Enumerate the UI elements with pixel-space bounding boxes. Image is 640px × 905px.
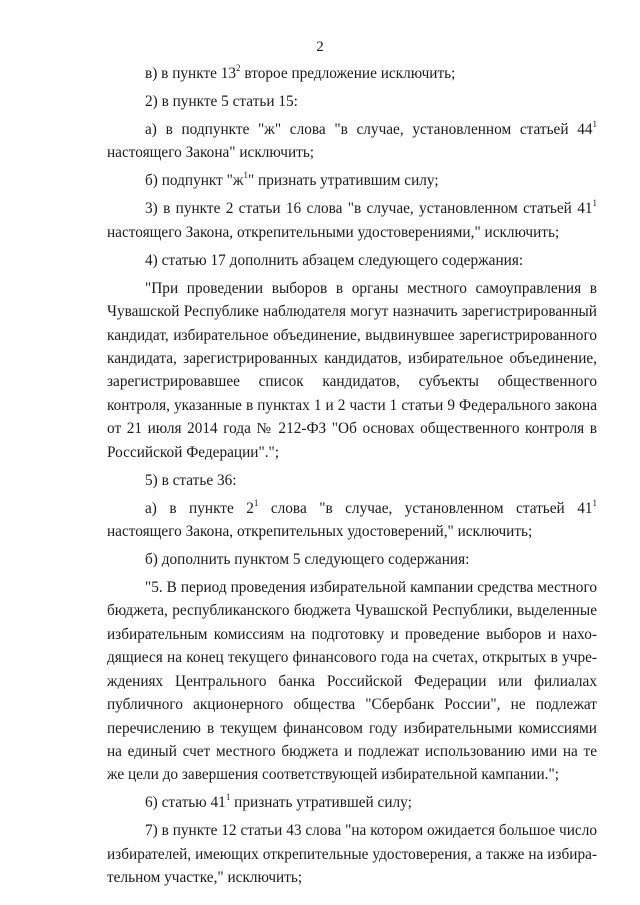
page-number: 2 — [316, 39, 324, 55]
paragraph — [107, 90, 597, 113]
superscript: 1 — [225, 792, 231, 803]
paragraph — [107, 791, 597, 814]
paragraph-text: 4) статью 17 дополнить абзацем следующего содержания: — [145, 251, 524, 269]
paragraph-text: "5. В период проведения избирательной кампании средства местного бюджета, республиканского бюджета Чувашской Республики, выделенные избирательным комиссиям на подготовку и проведение выборов и находящиеся на конец текущего финансового года на счетах, открытых в учреждениях Центрального банка Российской Федерации или филиалах публичного акционерного общества "Сбербанк России", не подлежат перечислению в текущем финансовом году избирательными комиссиями на единый счет местного бюджета и подлежат использованию ими на те же цели до завершения соответствующей избирательной кампании."; — [107, 579, 597, 784]
paragraph-text: 2) в пункте 5 статьи 15: — [145, 93, 298, 110]
paragraph-text: б) дополнить пунктом 5 следующего содержания: — [145, 551, 470, 569]
superscript: 1 — [243, 170, 248, 181]
paragraph — [107, 469, 597, 492]
paragraph — [107, 249, 597, 272]
paragraph-text: настоящего Закона, открепительными удостоверениями," исключить; — [107, 223, 560, 241]
paragraph — [107, 118, 597, 165]
paragraph-text: а) в пункте 2 — [145, 499, 254, 517]
paragraph-text: признать утратившей силу; — [230, 794, 412, 812]
paragraph-text: 5) в статье 36: — [145, 471, 237, 489]
paragraph-text: 3) в пункте 2 статьи 16 слова "в случае, установленном статьей 41 — [145, 200, 593, 218]
paragraph — [107, 62, 597, 85]
paragraph-text: 7) в пункте 12 статьи 43 слова "на котором ожидается большое число избирателей, имеющих открепительные удостоверения, а также на избирательном участке," исключить; — [107, 822, 597, 887]
paragraph — [107, 576, 597, 787]
paragraph-text: в) в пункте 13 — [145, 65, 237, 82]
paragraph-text: второе предложение исключить; — [240, 65, 456, 82]
paragraph-text: настоящего Закона, открепительных удостоверений," исключить; — [107, 523, 533, 541]
paragraph-text: а) в подпункте "ж" слова "в случае, установленном статьей 44 — [145, 121, 593, 138]
paragraph — [107, 197, 597, 244]
paragraph-text: настоящего Закона" исключить; — [107, 144, 315, 162]
superscript: 1 — [253, 497, 259, 508]
document-body — [107, 62, 597, 890]
paragraph-text: слова "в случае, установленном статьей 41 — [258, 499, 593, 517]
superscript: 1 — [592, 198, 597, 209]
paragraph — [107, 819, 597, 889]
paragraph — [107, 497, 597, 544]
paragraph-text: 6) статью 41 — [145, 794, 226, 812]
paragraph-text: б) подпункт "ж — [145, 172, 244, 190]
paragraph — [107, 548, 597, 571]
superscript: 2 — [236, 62, 241, 73]
paragraph-text: "При проведении выборов в органы местного самоуправления в Чувашской Республике наблюдателя могут назначить зарегистрированный кандидат, избирательное объединение, выдвинувшее зарегистрированного кандидата, зарегистрированных кандидатов, избирательное объединение, зарегистрировавшее список кандидатов, субъекты общественного контроля, указанные в пунктах 1 и 2 части 1 статьи 9 Федерального закона от 21 июля 2014 года № 212-ФЗ "Об основах общественного контроля в Российской Федерации"."; — [107, 279, 597, 461]
superscript: 1 — [592, 118, 597, 129]
paragraph-text: " признать утратившим силу; — [247, 172, 439, 190]
paragraph — [107, 169, 597, 192]
superscript: 1 — [592, 497, 597, 508]
paragraph — [107, 277, 597, 464]
